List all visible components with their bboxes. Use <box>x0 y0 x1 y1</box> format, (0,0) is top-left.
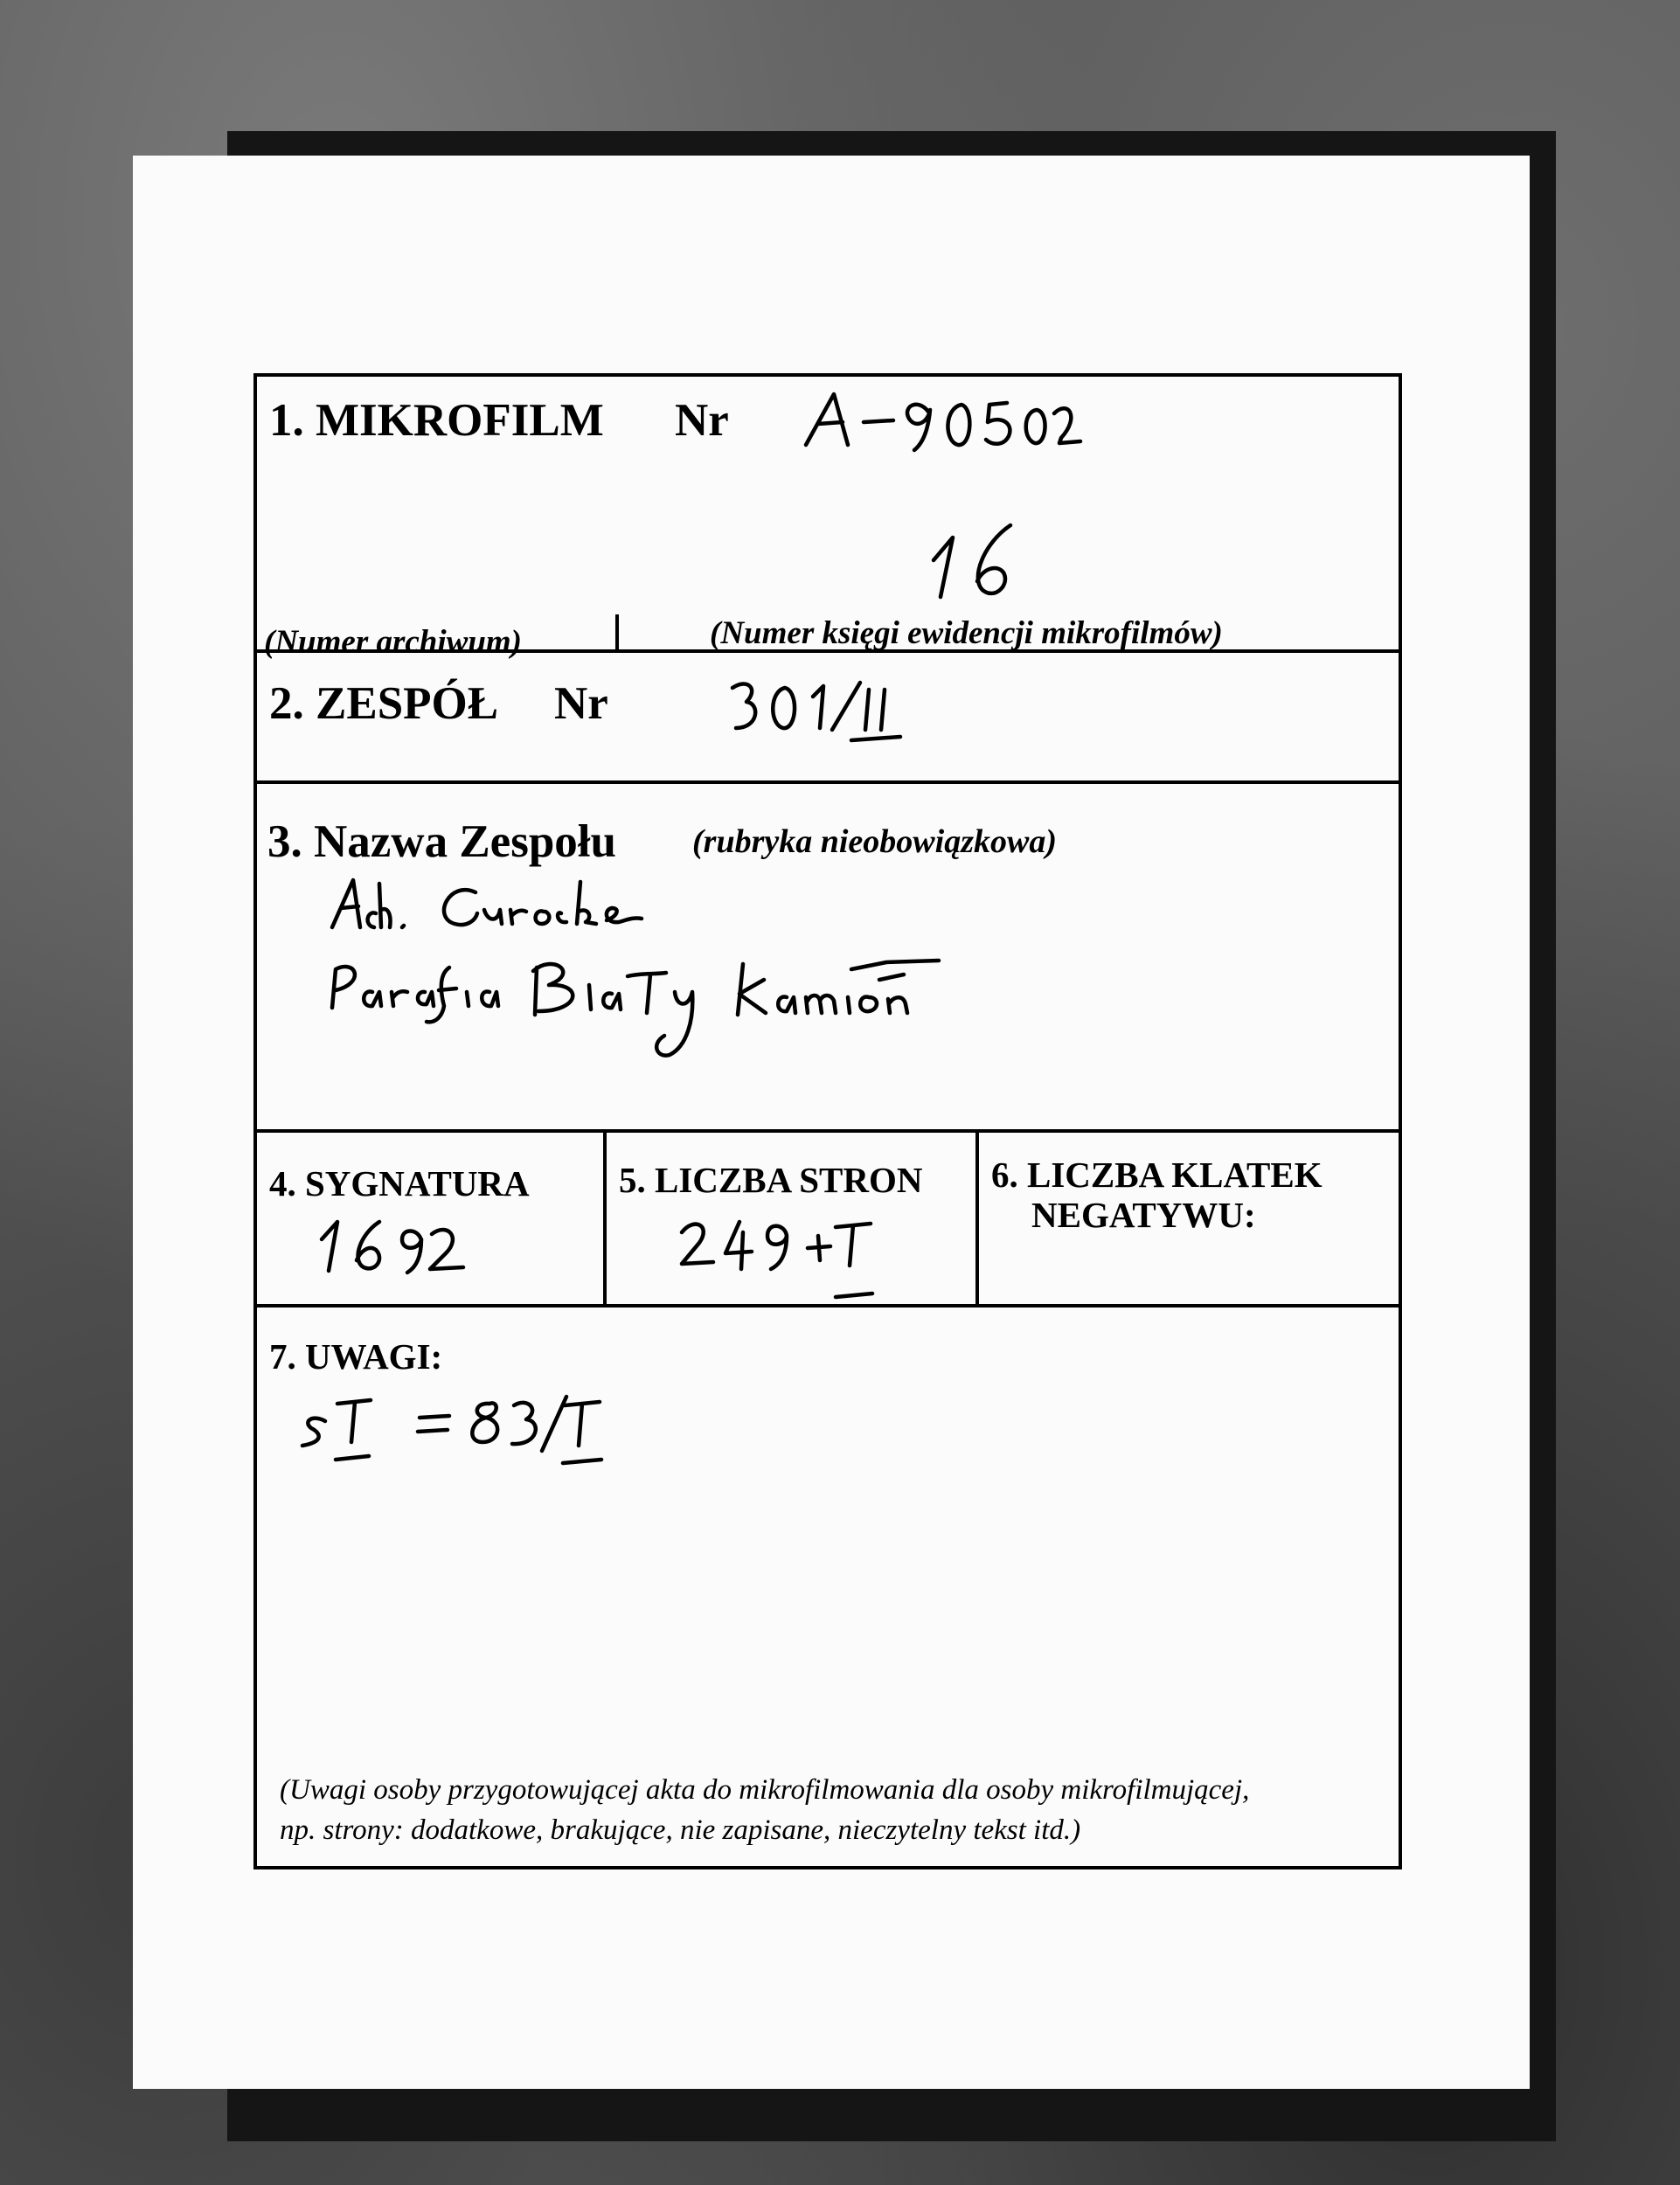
liczba-stron-label: 5. LICZBA STRON <box>619 1160 923 1200</box>
nazwa-zespolu-label: 3. Nazwa Zespołu <box>267 816 617 867</box>
section-sygnatura-row <box>257 1133 1399 1308</box>
book-number-caption: (Numer księgi ewidencji mikrofilmów) <box>710 615 1223 651</box>
archive-number-caption: (Numer archiwum) <box>264 624 523 660</box>
nazwa-line2-handwriting <box>327 950 956 1064</box>
zespol-nr-label: Nr <box>554 678 608 729</box>
negatywu-label: NEGATYWU: <box>1031 1195 1256 1235</box>
sygnatura-value-handwriting <box>318 1213 476 1283</box>
zespol-number-handwriting <box>729 674 904 753</box>
uwagi-label: 7. UWAGI: <box>269 1336 443 1377</box>
liczba-klatek-label: 6. LICZBA KLATEK <box>991 1155 1322 1195</box>
uwagi-value-handwriting <box>299 1391 614 1488</box>
book-number-handwriting <box>930 520 1026 604</box>
section-nazwa-zespolu <box>257 784 1399 1133</box>
zespol-label: 2. ZESPÓŁ <box>269 678 499 729</box>
mikrofilm-label: 1. MIKROFILM <box>269 395 604 446</box>
row-divider-2 <box>975 1133 979 1304</box>
nazwa-line1-handwriting <box>327 871 694 941</box>
caption-divider <box>615 614 619 653</box>
uwagi-note-line1: (Uwagi osoby przygotowującej akta do mikrofilmowania dla osoby mikrofilmującej, <box>280 1774 1250 1806</box>
mikrofilm-nr-label: Nr <box>675 395 729 446</box>
nazwa-zespolu-note: (rubryka nieobowiązkowa) <box>692 823 1057 860</box>
mikrofilm-number-handwriting <box>799 387 1079 457</box>
sygnatura-label: 4. SYGNATURA <box>269 1163 530 1203</box>
liczba-stron-value-handwriting <box>678 1213 888 1309</box>
row-divider-1 <box>603 1133 607 1304</box>
section-uwagi <box>257 1308 1399 1866</box>
section-mikrofilm <box>257 377 1399 660</box>
section-zespol <box>257 653 1399 784</box>
uwagi-note-line2: np. strony: dodatkowe, brakujące, nie zapisane, nieczytelny tekst itd.) <box>280 1814 1081 1846</box>
form-table <box>253 373 1402 1869</box>
